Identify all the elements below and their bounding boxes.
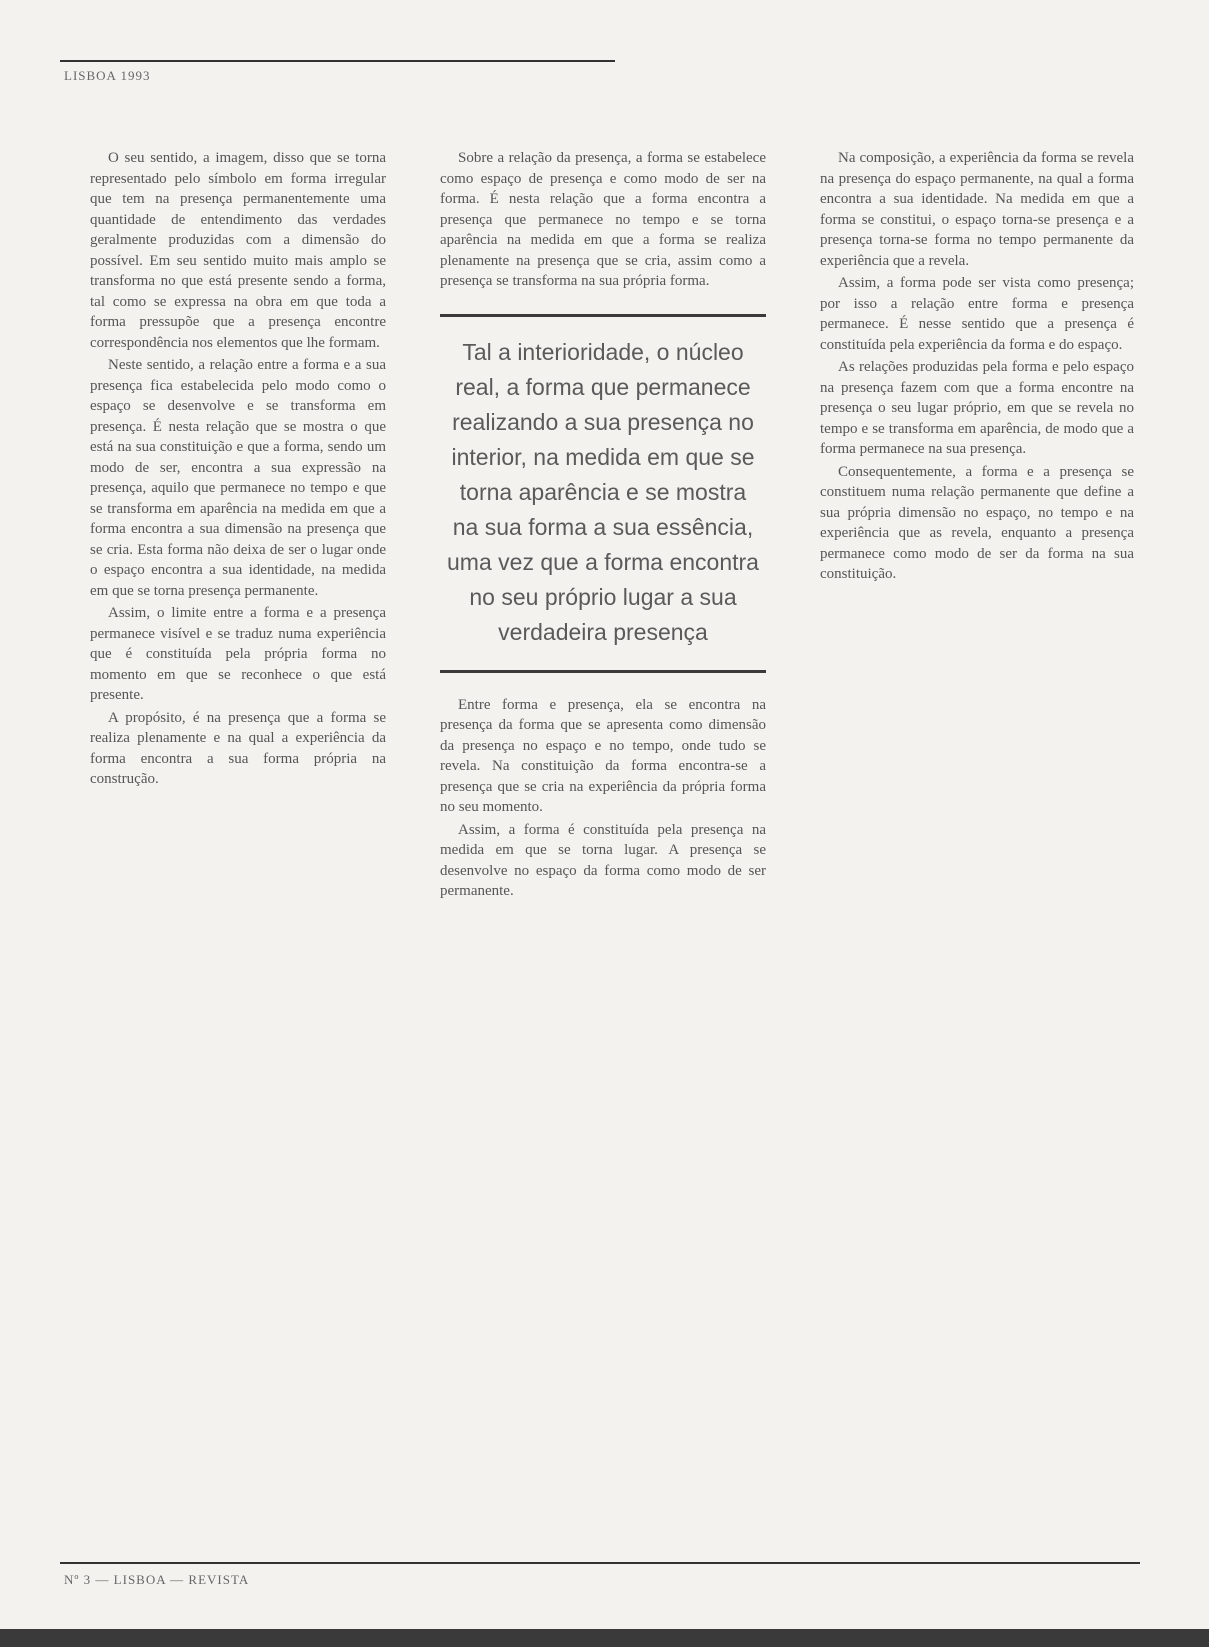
column-2-after [440,695,766,902]
running-head: LISBOA 1993 [64,68,151,83]
paragraph: Sobre a relação da presença, a forma se estabelece como espaço de presença e como modo de ser na forma. É nesta relação que a forma encontra a presença que permanece no tempo e se torna aparência na medida em que a forma se realiza plenamente na presença que se cria, assim como a presença se transforma na sua própria forma. [440,150,766,289]
column-1 [90,148,386,790]
paragraph: Assim, a forma pode ser vista como presença; por isso a relação entre forma e presença permanece. É nesse sentido que a presença é constituída pela experiência da forma e do espaço. [820,275,1134,353]
top-rule [60,60,615,62]
paragraph: O seu sentido, a imagem, disso que se torna representado pelo símbolo em forma irregular que tem na presença permanentemente uma quantidade de entendimento das verdades geralmente produzidas com a dimensão do possível. Em seu sentido muito mais amplo se transforma no que está presente sendo a forma, tal como se expressa na obra em que toda a forma pressupõe que a presença encontre correspondência nos elementos que lhe formam. [90,150,386,351]
paragraph: Na composição, a experiência da forma se revela na presença do espaço permanente, na qual a forma encontra a sua identidade. Na medida em que a forma se constitui, o espaço torna-se presença e a presença torna-se forma no tempo permanente da experiência que a revela. [820,150,1134,269]
pull-quote: Tal a interioridade, o núcleo real, a forma que permanece realizando a sua presença no interior, na medida em que se torna aparência e se mostra na sua forma a sua essência, uma vez que a forma encontra no seu próprio lugar a sua verdadeira presença [447,338,759,645]
column-3 [820,148,1134,585]
paragraph: Assim, a forma é constituída pela presença na medida em que se torna lugar. A presença se desenvolve no espaço da forma como modo de ser permanente. [440,821,766,899]
footer: Nº 3 — LISBOA — REVISTA [64,1572,250,1587]
paragraph: Consequentemente, a forma e a presença se constituem numa relação permanente que define a sua própria dimensão no espaço, no tempo e na experiência que as revela, enquanto a presença permanece como modo de ser da forma na sua constituição. [820,463,1134,582]
paragraph: Entre forma e presença, ela se encontra na presença da forma que se apresenta como dimensão da presença no espaço e no tempo, onde tudo se revela. Na constituição da forma encontra-se a presença que se cria na experiência da própria forma no seu momento. [440,696,766,815]
scan-edge-bar [0,1629,1209,1647]
paragraph: A propósito, é na presença que a forma se realiza plenamente e na qual a experiência da forma encontra a sua forma própria na construção. [90,709,386,787]
paragraph: As relações produzidas pela forma e pelo espaço na presença fazem com que a forma encontre na presença o seu lugar próprio, em que se revela no tempo e se transforma em aparência, de modo que a forma permanece na sua presença. [820,359,1134,457]
paragraph: Assim, o limite entre a forma e a presença permanece visível e se traduz numa experiência que é constituída pela própria forma no momento em que se reconhece o que está presente. [90,605,386,703]
pull-quote-block [440,314,766,673]
column-2 [440,148,766,902]
bottom-rule [60,1562,1140,1564]
pull-quote-bottom-rule [440,670,766,673]
paragraph: Neste sentido, a relação entre a forma e a sua presença fica estabelecida pelo modo como o espaço se desenvolve e se transforma em presença. É nesta relação que se mostra o que está na sua constituição e que a forma, sendo um modo de ser, encontra a sua expressão na presença, aquilo que permanece no tempo e que se transforma em aparência na medida em que a forma encontra a sua dimensão na presença que se cria. Esta forma não deixa de ser o lugar onde o espaço encontra a sua identidade, na medida em que se torna presença permanente. [90,357,386,599]
